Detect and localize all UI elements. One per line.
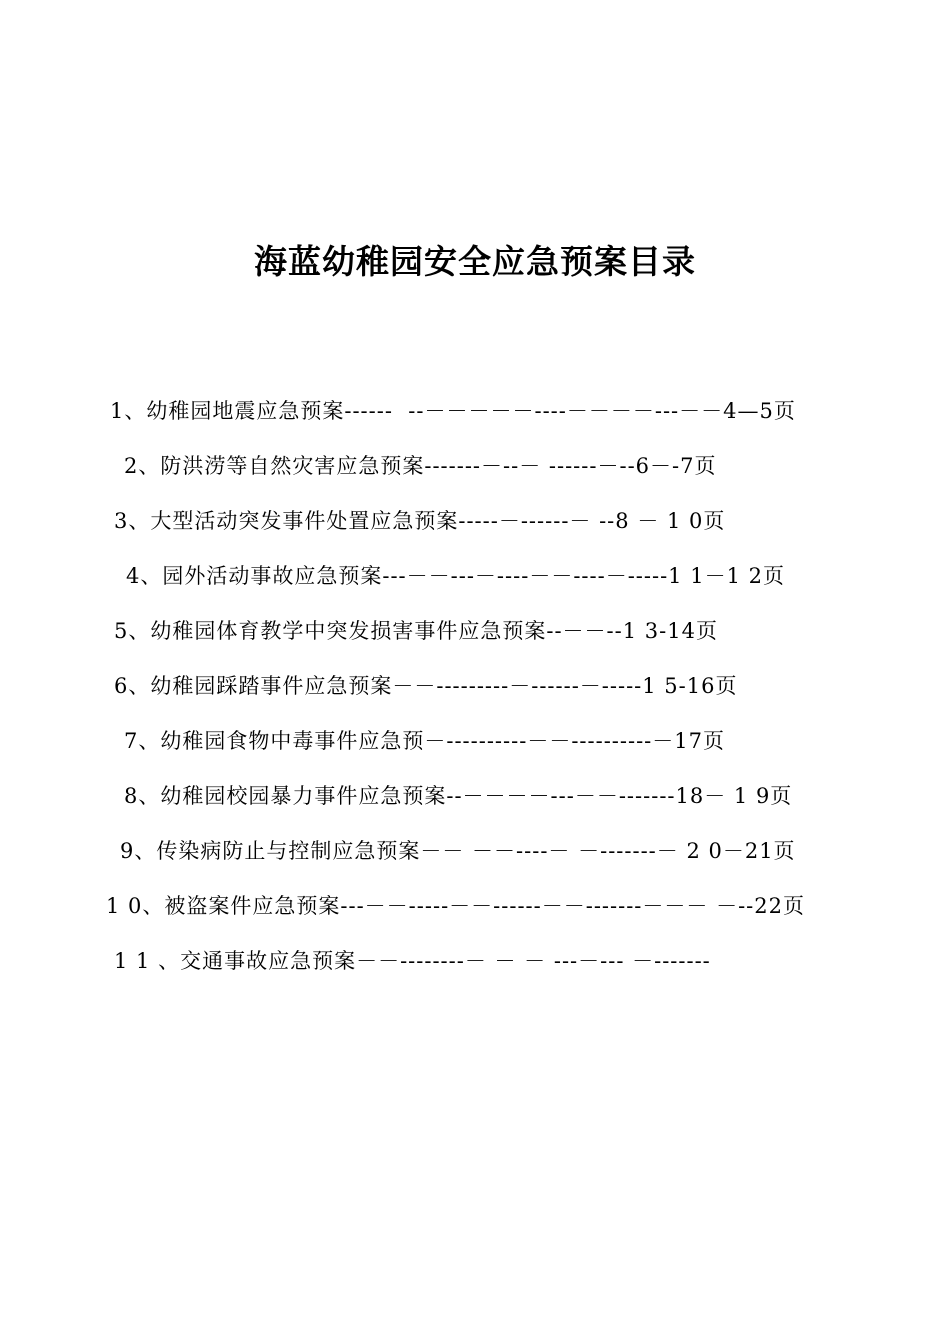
toc-entry-5: 5、幼稚园体育教学中突发损害事件应急预案--－－--1 3-14页 (114, 619, 718, 643)
toc-entry-10: 1 0、被盗案件应急预案---－－-----－－------－－-------－－－ －--22页 (106, 894, 805, 918)
table-of-contents (88, 384, 863, 989)
toc-entry-9: 9、传染病防止与控制应急预案－－ －－----－ －-------－ 2 0－21页 (120, 839, 796, 863)
toc-entry-6: 6、幼稚园踩踏事件应急预案－－---------－------－-----1 5-16页 (114, 674, 738, 698)
toc-entry-3: 3、大型活动突发事件处置应急预案-----－------－ --8 － 1 0页 (114, 509, 726, 533)
toc-entry-8: 8、幼稚园校园暴力事件应急预案--－－－－---－－-------18－ 1 9页 (124, 784, 793, 808)
document-title: 海蓝幼稚园安全应急预案目录 (254, 242, 696, 281)
toc-entry-7: 7、幼稚园食物中毒事件应急预－----------－－----------－17页 (124, 729, 725, 753)
toc-entry-4: 4、园外活动事故应急预案---－－---－----－－----－-----1 1－1 2页 (126, 564, 785, 588)
toc-entry-1: 1、幼稚园地震应急预案------ --－－－－－----－－－－---－－4—5页 (110, 399, 796, 423)
toc-entry-2: 2、防洪涝等自然灾害应急预案-------－--－ ------－--6－-7页 (124, 454, 717, 478)
toc-entry-11: 1 1 、交通事故应急预案－－--------－ － － ---－--- －------- (114, 949, 711, 973)
